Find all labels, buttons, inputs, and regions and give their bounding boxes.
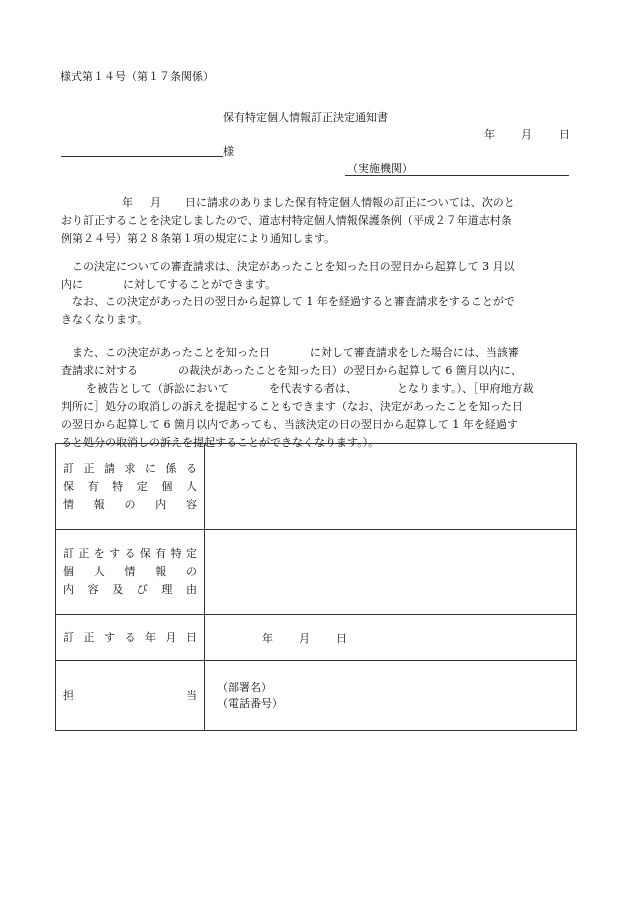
value-correction-reason[interactable] xyxy=(205,530,577,615)
label-correction-reason: 訂 正 を す る 保 有 特 定 個 人 情 報 の 内 容 及 び 理 由 xyxy=(56,530,205,615)
p4-line1a: また、この決定があったことを知った日 xyxy=(72,346,270,359)
detail-table xyxy=(55,443,577,731)
paragraph-notice xyxy=(61,194,575,248)
paragraph-deadline xyxy=(61,293,575,329)
p1-line3: 例第２４号）第２８条第１項の規定により通知します。 xyxy=(61,232,336,245)
agency-label: （実施機関） xyxy=(347,162,413,175)
p1-text: 日に請求のありました保有特定個人情報の訂正については、次のと xyxy=(185,196,515,209)
table-row xyxy=(56,444,577,530)
value-person-in-charge[interactable] xyxy=(205,661,577,731)
p4-line3c: となります。）、［甲府地方裁 xyxy=(397,382,534,395)
value-correction-date[interactable] xyxy=(205,615,577,661)
p1-line2: おり訂正することを決定しましたので、道志村特定個人情報保護条例（平成２７年道志村条 xyxy=(61,214,512,227)
dept-label: （部署名） xyxy=(217,680,272,694)
p4-line2a: 査請求に対する xyxy=(61,364,138,377)
label-person-in-charge: 担 当 xyxy=(56,661,205,731)
recipient-suffix: 様 xyxy=(223,145,234,158)
p1-year: 年 xyxy=(122,196,133,209)
table-row xyxy=(56,661,577,731)
label-correction-date: 訂 正 す る 年 月 日 xyxy=(56,615,205,661)
date-year: 年 xyxy=(484,128,495,141)
p4-line6: ると処分の取消しの訴えを提起することができなくなります。）。 xyxy=(61,436,380,449)
p2-line1: この決定についての審査請求は、決定があったことを知った日の翌日から起算して 3 月以 xyxy=(72,260,515,273)
p2-line2b: に対してすることができます。 xyxy=(123,278,277,291)
paragraph-lawsuit xyxy=(61,344,575,452)
phone-label: （電話番号） xyxy=(217,696,283,710)
correction-month: 月 xyxy=(299,631,310,645)
form-number: 様式第１４号（第１７条関係） xyxy=(60,70,214,83)
recipient-name-line[interactable] xyxy=(61,156,223,157)
p3-line1: なお、この決定があった日の翌日から起算して 1 年を経過すると審査請求をすることがで xyxy=(72,295,515,308)
table-row xyxy=(56,530,577,615)
correction-day: 日 xyxy=(336,631,347,645)
p4-line5: の翌日から起算して 6 箇月以内であっても、当該決定の日の翌日から起算して 1 年を経過す xyxy=(61,418,518,431)
p4-line3b: を代表する者は、 xyxy=(269,382,357,395)
label-request-content: 訂 正 請 求 に 係 る 保 有 特 定 個 人 情 報 の 内 容 xyxy=(56,444,205,530)
agency-name-line[interactable] xyxy=(345,175,569,176)
correction-year: 年 xyxy=(262,631,273,645)
p4-line1b: に対して審査請求をした場合には、当該審 xyxy=(309,346,519,359)
p1-month: 月 xyxy=(150,196,161,209)
p4-line2b: の裁決があったことを知った日）の翌日から起算して 6 箇月以内に、 xyxy=(178,364,522,377)
table-row xyxy=(56,615,577,661)
date-day: 日 xyxy=(559,128,570,141)
p2-line2a: 内に xyxy=(61,278,83,291)
document-title: 保有特定個人情報訂正決定通知書 xyxy=(223,111,388,124)
paragraph-review-request xyxy=(61,258,575,294)
date-month: 月 xyxy=(521,128,532,141)
p4-line3a: を被告として（訴訟において xyxy=(86,382,229,395)
p4-line4: 判所に］処分の取消しの訴えを提起することもできます（なお、決定があったことを知った日 xyxy=(61,400,523,413)
value-request-content[interactable] xyxy=(205,444,577,530)
p3-line2: きなくなります。 xyxy=(61,313,149,326)
